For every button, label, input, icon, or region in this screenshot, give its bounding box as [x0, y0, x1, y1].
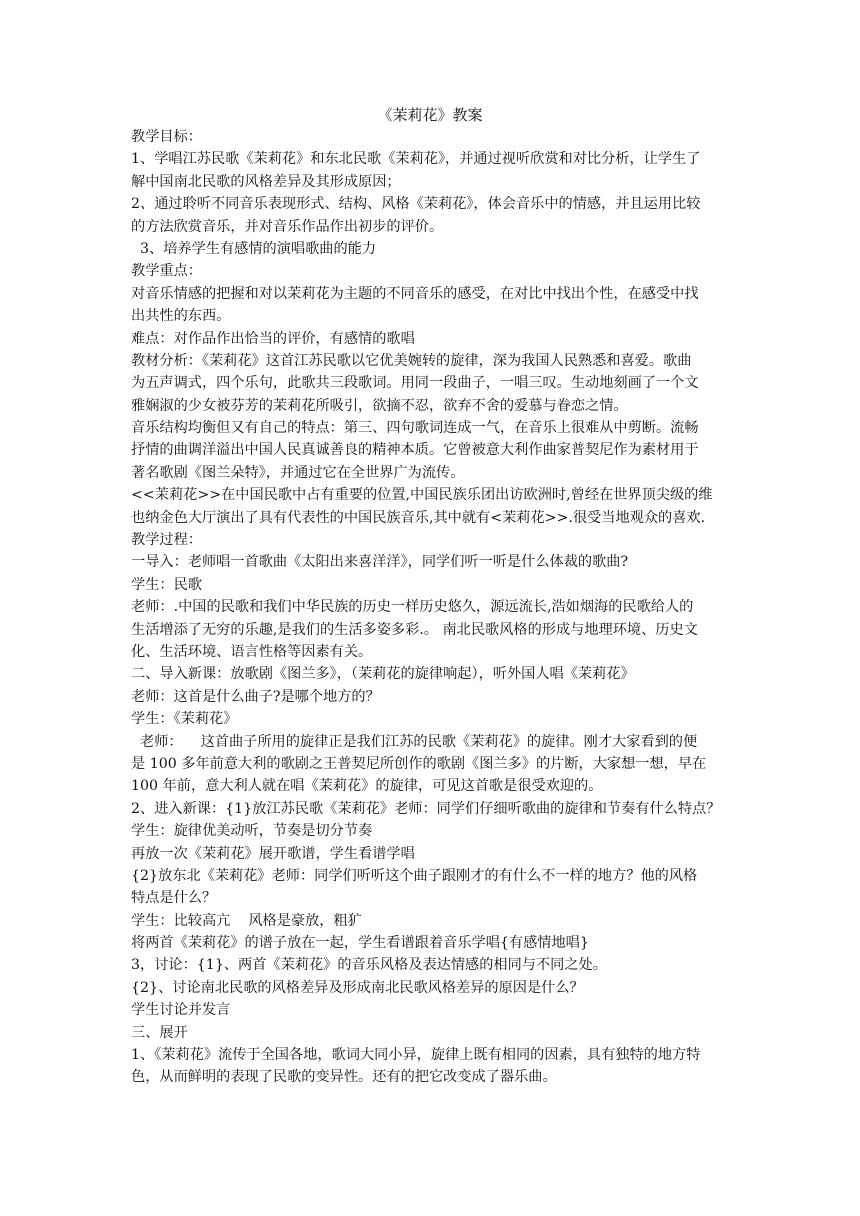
text-line: {2}、讨论南北民歌的风格差异及形成南北民歌风格差异的原因是什么？	[131, 979, 584, 996]
text-line: 将两首《茉莉花》的谱子放在一起，学生看谱跟着音乐学唱{有感情地唱}	[131, 935, 589, 952]
text-line: 学生：《茉莉花》	[131, 711, 238, 728]
text-line: 生活增添了无穷的乐趣,是我们的生活多姿多彩.。 南北民歌风格的形成与地理环境、历史文	[131, 621, 698, 638]
text-line: 抒情的曲调洋溢出中国人民真诚善良的精神本质。它曾被意大利作曲家普契尼作为素材用于	[131, 442, 699, 459]
text-line: 学生讨论并发言	[131, 1002, 231, 1019]
text-line: 音乐结构均衡但又有自己的特点：第三、四句歌词连成一气，在音乐上很难从中剪断。流畅	[131, 420, 699, 437]
text-line: 教学过程：	[131, 532, 202, 549]
text-line: 老师： 这首曲子所用的旋律正是我们江苏的民歌《茉莉花》的旋律。刚才大家看到的便	[131, 733, 698, 750]
text-line: 3、培养学生有感情的演唱歌曲的能力	[131, 240, 377, 257]
text-line: 老师：这首是什么曲子?是哪个地方的？	[131, 688, 380, 705]
text-line: 100 年前，意大利人就在唱《茉莉花》的旋律，可见这首歌是很受欢迎的。	[131, 778, 603, 795]
text-line: 1、学唱江苏民歌《茉莉花》和东北民歌《茉莉花》，并通过视听欣赏和对比分析，让学生了	[131, 151, 701, 168]
text-line: 教学重点：	[131, 263, 202, 280]
text-line: 出共性的东西。	[131, 308, 231, 325]
text-line: 也纳金色大厅演出了具有代表性的中国民族音乐,其中就有<茉莉花>>.很受当地观众的喜欢.	[131, 509, 706, 526]
text-line: 三、展开	[131, 1024, 188, 1041]
text-line: 特点是什么？	[131, 890, 217, 907]
text-line: 色，从而鲜明的表现了民歌的变异性。还有的把它改变成了器乐曲。	[131, 1069, 557, 1086]
text-line: 1、《茉莉花》流传于全国各地，歌词大同小异，旋律上既有相同的因素，具有独特的地方特	[131, 1047, 701, 1064]
text-line: 学生：民歌	[131, 576, 202, 593]
text-line: 再放一次《茉莉花》展开歌谱，学生看谱学唱	[131, 845, 415, 862]
text-line: 对音乐情感的把握和对以茉莉花为主题的不同音乐的感受，在对比中找出个性，在感受中找	[131, 285, 699, 302]
document-title: 《茉莉花》教案	[377, 106, 483, 124]
text-line: 2、进入新课：{1}放江苏民歌《茉莉花》老师：同学们仔细听歌曲的旋律和节奏有什么特点？	[131, 800, 721, 817]
text-line: 一导入：老师唱一首歌曲《太阳出来喜洋洋》，同学们听一听是什么体裁的歌曲?	[131, 554, 629, 571]
document-body	[131, 126, 731, 1089]
text-line: 学生：旋律优美动听，节奏是切分节奏	[131, 823, 373, 840]
text-line: 教学目标：	[131, 129, 202, 145]
text-line: 3，讨论：{1}、两首《茉莉花》的音乐风格及表达情感的相同与不同之处。	[131, 957, 607, 974]
text-line: 2、通过聆听不同音乐表现形式、结构、风格《茉莉花》，体会音乐中的情感，并且运用比较	[131, 196, 701, 213]
text-line: {2}放东北《茉莉花》老师：同学们听听这个曲子跟刚才的有什么不一样的地方？他的风格	[131, 867, 698, 884]
text-line: 教材分析：《茉莉花》这首江苏民歌以它优美婉转的旋律，深为我国人民熟悉和喜爱。歌曲	[131, 352, 692, 369]
text-line: 著名歌剧《图兰朵特》，并通过它在全世界广为流传。	[131, 464, 465, 481]
text-line: 二、导入新课：放歌剧《图兰多》，（茉莉花的旋律响起），听外国人唱《茉莉花》	[131, 666, 635, 683]
text-line: <<茉莉花>>在中国民歌中占有重要的位置,中国民族乐团出访欧洲时,曾经在世界顶尖级的维	[131, 487, 713, 504]
text-line: 为五声调式，四个乐句，此歌共三段歌词。用同一段曲子，一唱三叹。生动地刻画了一个文	[131, 375, 699, 392]
text-line: 学生：比较高亢 风格是豪放，粗犷	[131, 912, 362, 929]
text-line: 化、生活环境、语言性格等因素有关。	[131, 643, 373, 660]
text-line: 的方法欣赏音乐，并对音乐作品作出初步的评价。	[131, 218, 444, 235]
text-line: 难点：对作品作出恰当的评价，有感情的歌唱	[131, 330, 415, 347]
text-line: 是 100 多年前意大利的歌剧之王普契尼所创作的歌剧《图兰多》的片断，大家想一想，早在	[131, 755, 707, 772]
text-line: 雅娴淑的少女被芬芳的茉莉花所吸引，欲摘不忍，欲弃不舍的爱慕与眷恋之情。	[131, 397, 628, 414]
text-line: 老师：.中国的民歌和我们中华民族的历史一样历史悠久，源远流长,浩如烟海的民歌给人的	[131, 599, 694, 616]
text-line: 解中国南北民歌的风格差异及其形成原因；	[131, 173, 401, 190]
